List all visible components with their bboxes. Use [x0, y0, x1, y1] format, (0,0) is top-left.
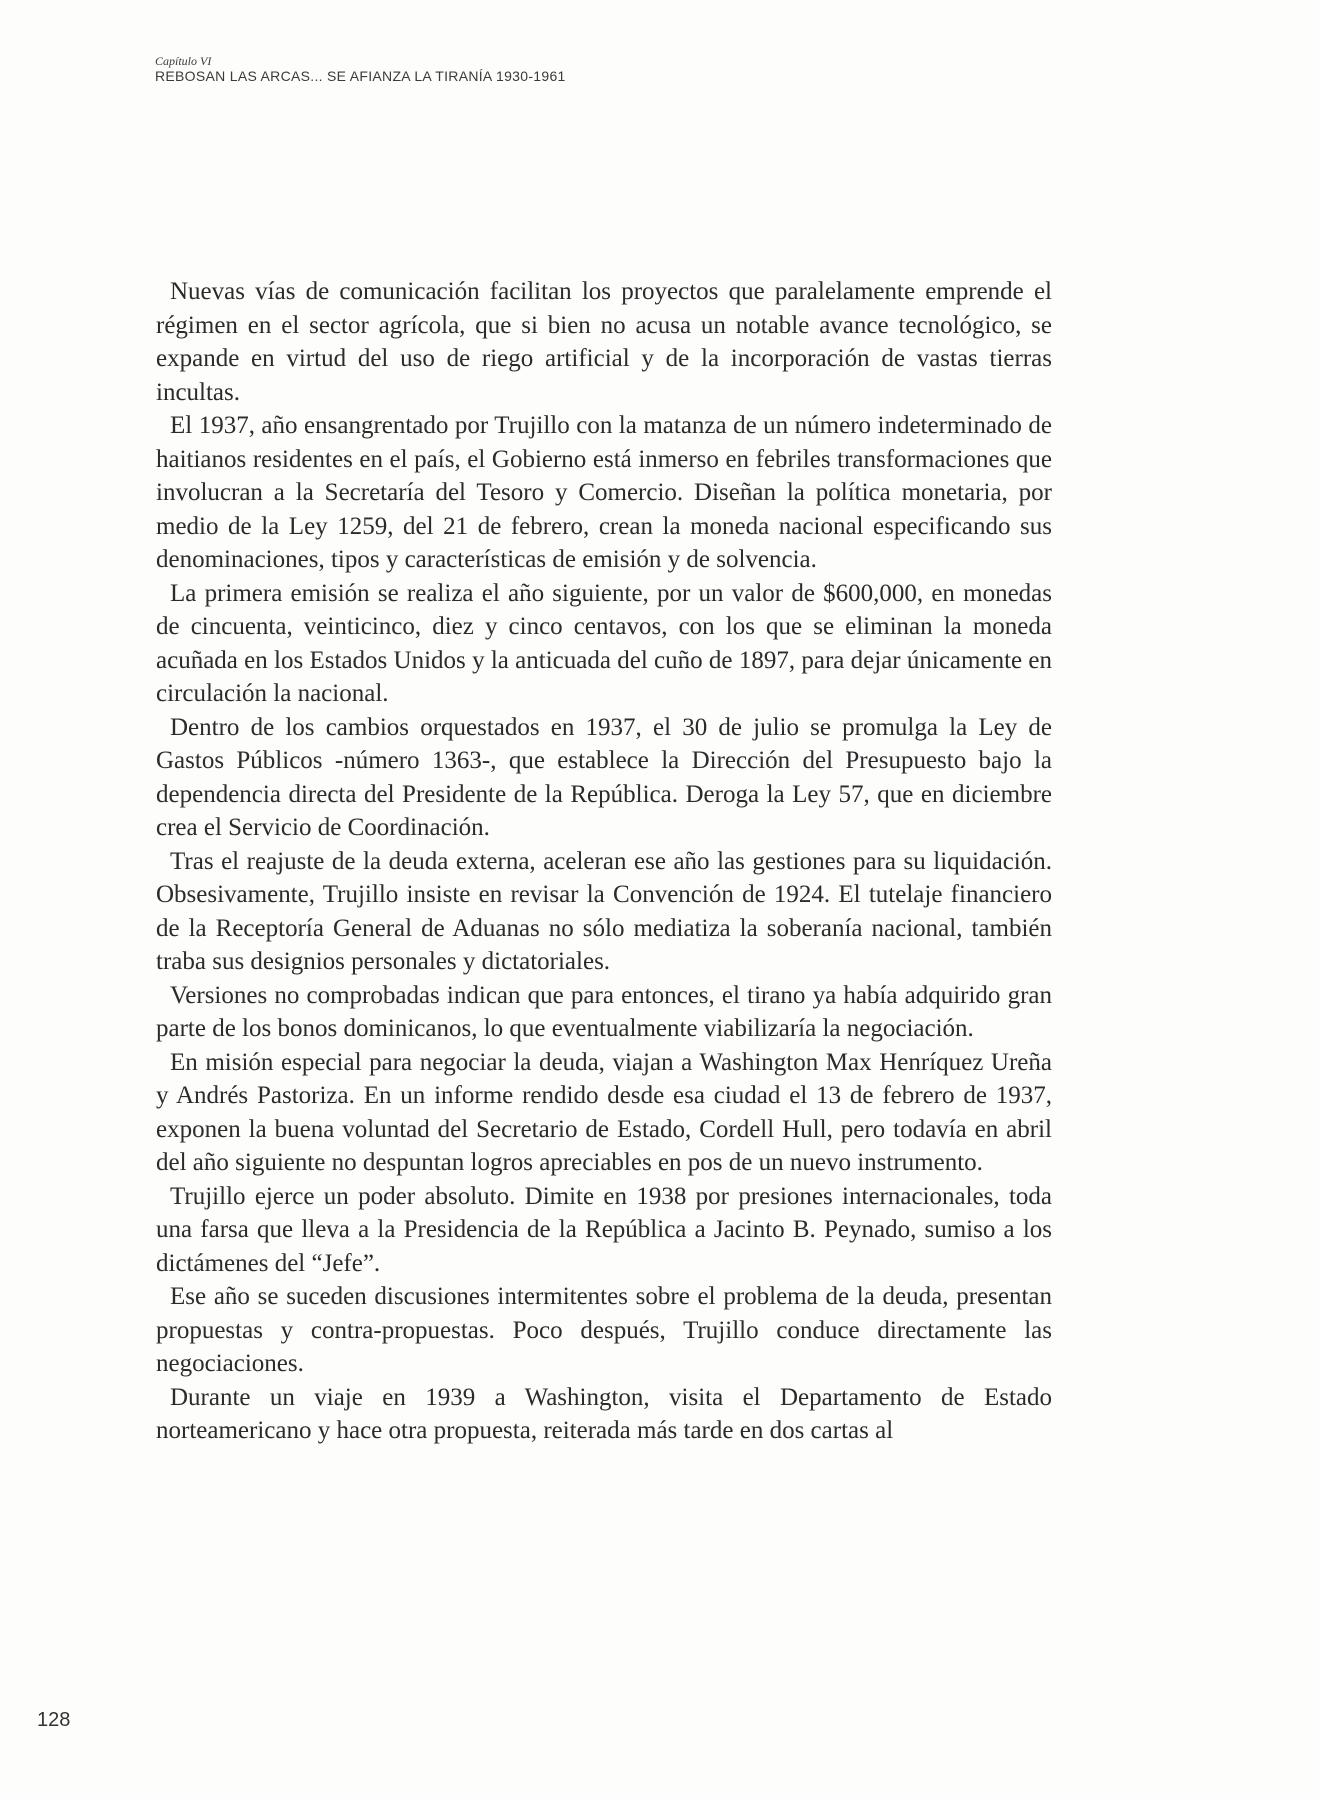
paragraph: Trujillo ejerce un poder absoluto. Dimite en 1938 por presiones internacionales, toda una farsa que lleva a la Presidencia de la República a Jacinto B. Peynado, sumiso a los dictámenes del “Jefe”.	[156, 1182, 1052, 1277]
paragraph: La primera emisión se realiza el año siguiente, por un valor de $600,000, en monedas de cincuenta, veinticinco, diez y cinco centavos, con los que se eliminan la moneda acuñada en los Estados Unidos y la anticuada del cuño de 1897, para dejar únicamente en circulación la nacional.	[156, 579, 1052, 707]
paragraph: El 1937, año ensangrentado por Trujillo con la matanza de un número indeterminado de haitianos residentes en el país, el Gobierno está inmerso en febriles transformaciones que involucran a la Secretaría del Tesoro y Comercio. Diseñan la política monetaria, por medio de la Ley 1259, del 21 de febrero, crean la moneda nacional especificando sus denominaciones, tipos y características de emisión y de solvencia.	[156, 412, 1052, 573]
paragraph: Tras el reajuste de la deuda externa, aceleran ese año las gestiones para su liquidación. Obsesivamente, Trujillo insiste en revisar la Convención de 1924. El tutelaje financiero de la Receptoría General de Aduanas no sólo mediatiza la soberanía nacional, también traba sus designios personales y dictatoriales.	[156, 847, 1052, 975]
paragraph: Versiones no comprobadas indican que para entonces, el tirano ya había adquirido gran parte de los bonos dominicanos, lo que eventualmente viabilizaría la negociación.	[156, 981, 1052, 1042]
chapter-title: REBOSAN LAS ARCAS... SE AFIANZA LA TIRANÍA 1930-1961	[155, 68, 566, 84]
running-header	[155, 54, 566, 84]
paragraph: Ese año se suceden discusiones intermitentes sobre el problema de la deuda, presentan propuestas y contra-propuestas. Poco después, Trujillo conduce directamente las negociaciones.	[156, 1283, 1052, 1377]
paragraph: En misión especial para negociar la deuda, viajan a Washington Max Henríquez Ureña y Andrés Pastoriza. En un informe rendido desde esa ciudad el 13 de febrero de 1937, exponen la buena voluntad del Secretario de Estado, Cordell Hull, pero todavía en abril del año siguiente no despuntan logros apreciables en pos de un nuevo instrumento.	[156, 1048, 1052, 1176]
page-number: 128	[37, 1709, 71, 1731]
paragraph: Durante un viaje en 1939 a Washington, visita el Departamento de Estado norteamericano y hace otra propuesta, reiterada más tarde en dos cartas al	[156, 1383, 1052, 1444]
paragraph: Dentro de los cambios orquestados en 1937, el 30 de julio se promulga la Ley de Gastos Públicos -número 1363-, que establece la Dirección del Presupuesto bajo la dependencia directa del Presidente de la República. Deroga la Ley 57, que en diciembre crea el Servicio de Coordinación.	[156, 713, 1052, 841]
body-text	[156, 275, 1052, 1448]
paragraph: Nuevas vías de comunicación facilitan los proyectos que paralelamente emprende el régimen en el sector agrícola, que si bien no acusa un notable avance tecnológico, se expande en virtud del uso de riego artificial y de la incorporación de vastas tierras incultas.	[156, 278, 1052, 406]
chapter-label: Capítulo VI	[155, 54, 212, 68]
